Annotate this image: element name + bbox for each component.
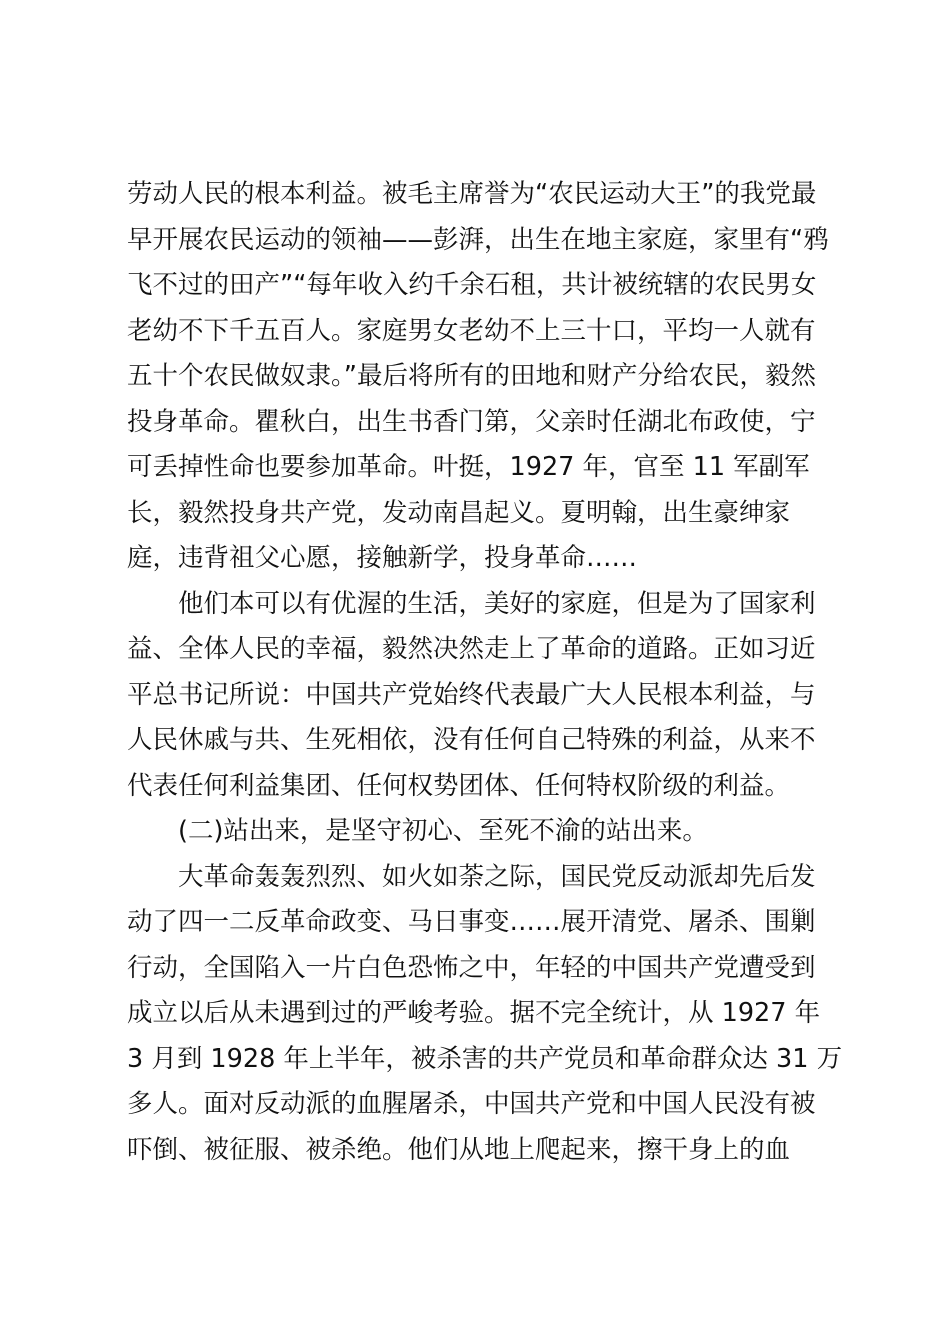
text-line: 庭，违背祖父心愿，接触新学，投身革命……: [127, 543, 638, 573]
text-line: 投身革命。瞿秋白，出生书香门第，父亲时任湖北布政使，宁: [127, 406, 816, 437]
text-line: 劳动人民的根本利益。被毛主席誉为“农民运动大王”的我党最: [127, 179, 817, 209]
paragraph-start-line: 大革命轰轰烈烈、如火如荼之际，国民党反动派却先后发: [178, 861, 816, 892]
text-line: 动了四一二反革命政变、马日事变……展开清党、屠杀、围剿: [127, 907, 816, 937]
text-line: 可丢掉性命也要参加革命。叶挺，1927 年，官至 11 军副军: [127, 452, 810, 482]
text-line: 多人。面对反动派的血腥屠杀，中国共产党和中国人民没有被: [127, 1089, 816, 1119]
section-heading: (二)站出来，是坚守初心、至死不渝的站出来。: [178, 816, 708, 846]
text-line: 人民休戚与共、生死相依，没有任何自己特殊的利益，从来不: [127, 725, 816, 755]
text-line: 飞不过的田产”“每年收入约千余石租，共计被统辖的农民男女: [127, 270, 817, 300]
text-line: 行动，全国陷入一片白色恐怖之中，年轻的中国共产党遭受到: [127, 952, 816, 983]
text-line: 代表任何利益集团、任何权势团体、任何特权阶级的利益。: [127, 770, 791, 801]
text-line: 长，毅然投身共产党，发动南昌起义。夏明翰，出生豪绅家: [127, 497, 791, 528]
text-line: 3 月到 1928 年上半年，被杀害的共产党员和革命群众达 31 万: [127, 1043, 843, 1074]
body-text: [127, 172, 843, 1173]
text-line: 吓倒、被征服、被杀绝。他们从地上爬起来，擦干身上的血: [127, 1134, 791, 1165]
text-line: 五十个农民做奴隶。”最后将所有的田地和财产分给农民，毅然: [127, 361, 816, 391]
text-line: 老幼不下千五百人。家庭男女老幼不上三十口，平均一人就有: [127, 315, 816, 346]
text-line: 早开展农民运动的领袖——彭湃，出生在地主家庭，家里有“鸦: [127, 224, 829, 255]
text-line: 成立以后从未遇到过的严峻考验。据不完全统计，从 1927 年: [127, 998, 821, 1028]
text-line: 益、全体人民的幸福，毅然决然走上了革命的道路。正如习近: [127, 634, 816, 664]
paragraph-start-line: 他们本可以有优渥的生活，美好的家庭，但是为了国家利: [178, 588, 816, 619]
text-line: 平总书记所说：中国共产党始终代表最广大人民根本利益，与: [127, 679, 816, 710]
